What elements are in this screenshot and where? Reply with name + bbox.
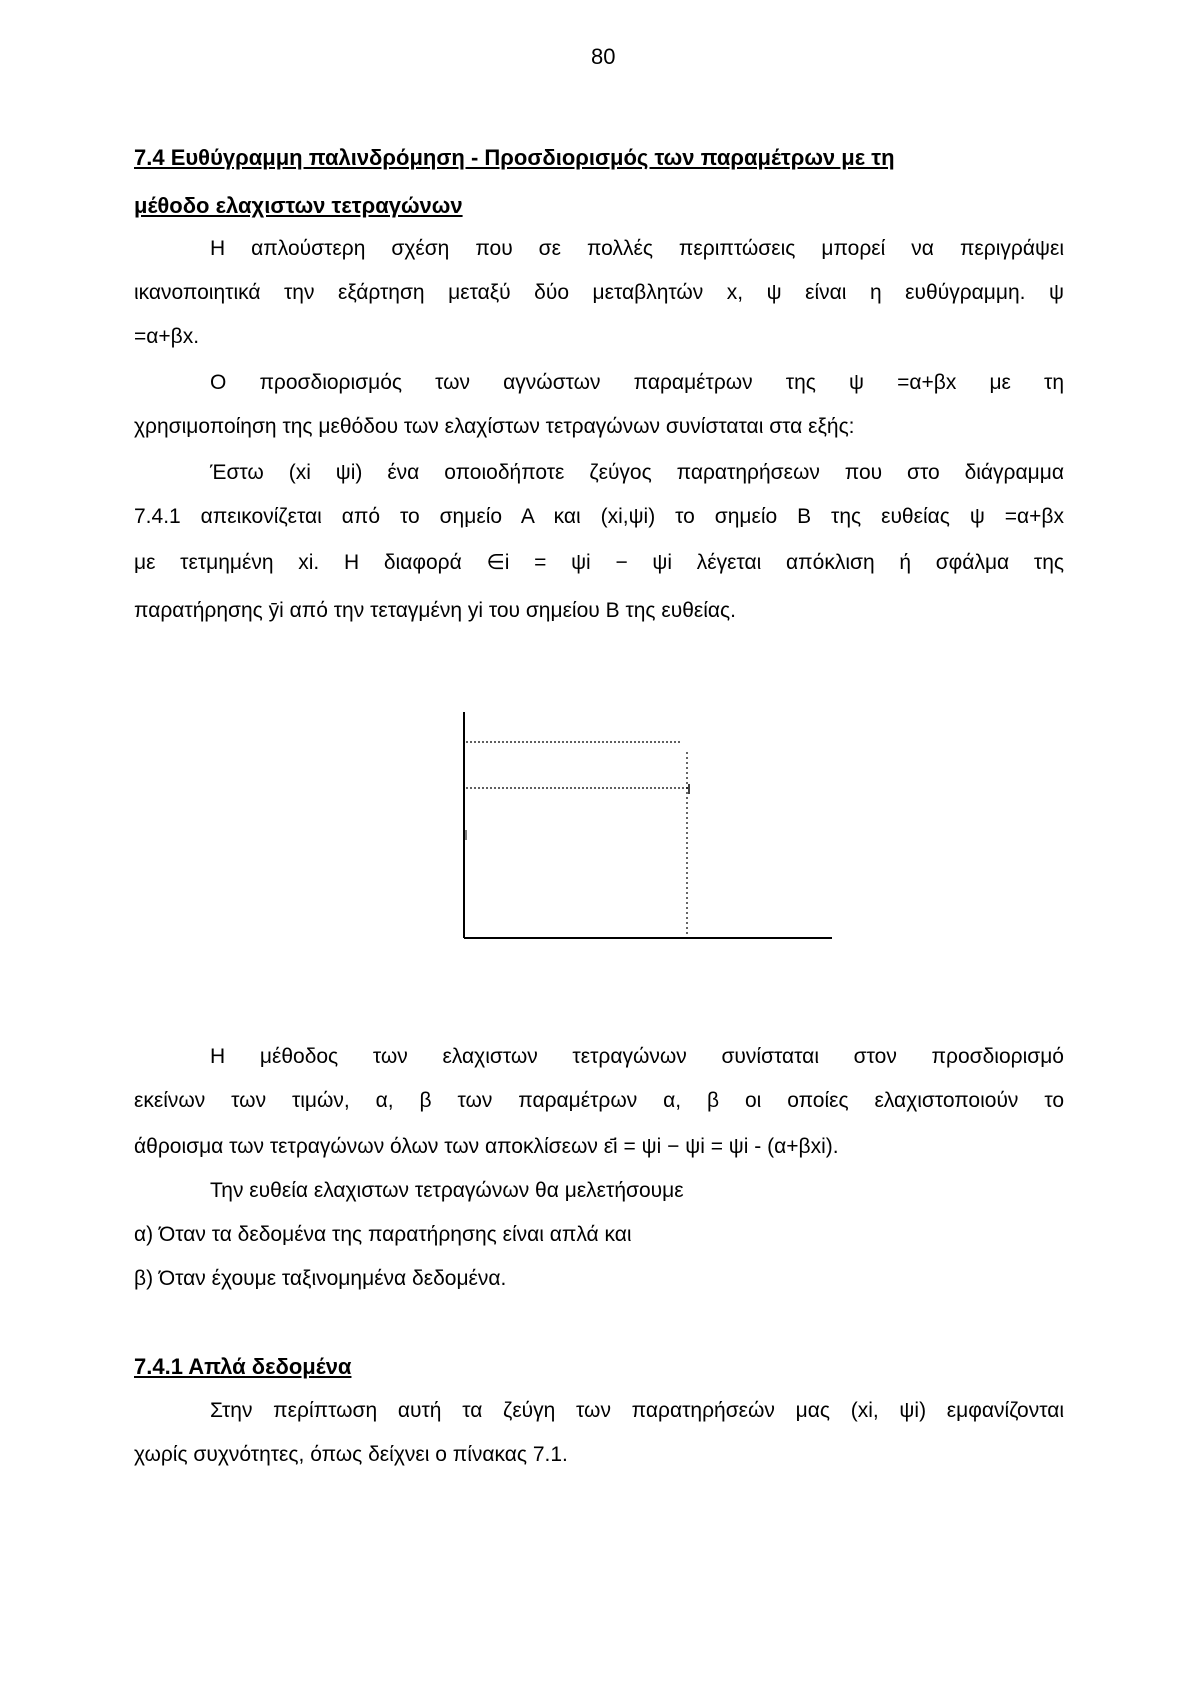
section-heading-line-1: 7.4 Ευθύγραμμη παλινδρόμηση - Προσδιορισμός των παραμέτρων με τη — [134, 145, 895, 170]
page-number: 80 — [591, 44, 616, 69]
paragraph-4-line-3: άθροισμα των τετραγώνων όλων των αποκλίσεων ε̄i = ψi − ψi = ψi - (α+βxi). — [134, 1135, 839, 1158]
paragraph-2-line-1: Ο προσδιορισμός των αγνώστων παραμέτρων της ψ =α+βx με τη — [210, 371, 1064, 394]
paragraph-3-line-4: παρατήρησης ȳi από την τεταγμένη yi του σημείου Β της ευθείας. — [134, 599, 737, 622]
paragraph-5-line-1: Την ευθεία ελαχιστων τετραγώνων θα μελετήσουμε — [210, 1179, 684, 1202]
paragraph-3-line-1: Έστω (xi ψi) ένα οποιοδήποτε ζεύγος παρατηρήσεων που στο διάγραμμα — [210, 461, 1064, 484]
paragraph-6-line-2: χωρίς συχνότητες, όπως δείχνει ο πίνακας 7.1. — [134, 1443, 568, 1466]
paragraph-4-line-2: εκείνων των τιμών, α, β των παραμέτρων α, β οι οποίες ελαχιστοποιούν το — [134, 1089, 1064, 1112]
paragraph-6-line-1: Στην περίπτωση αυτή τα ζεύγη των παρατηρήσεών μας (xi, ψi) εμφανίζονται — [210, 1399, 1064, 1422]
subsection-heading: 7.4.1 Απλά δεδομένα — [134, 1354, 352, 1379]
regression-diagram — [462, 712, 832, 940]
paragraph-1-line-3: =α+βx. — [134, 325, 200, 348]
paragraph-1-line-1: Η απλούστερη σχέση που σε πολλές περιπτώσεις μπορεί να περιγράψει — [210, 237, 1064, 260]
paragraph-2-line-2: χρησιμοποίηση της μεθόδου των ελαχίστων τετραγώνων συνίσταται στα εξής: — [134, 415, 855, 438]
paragraph-3-line-2: 7.4.1 απεικονίζεται από το σημείο Α και (xi,ψi) το σημείο Β της ευθείας ψ =α+βx — [134, 505, 1064, 528]
paragraph-4-line-1: Η μέθοδος των ελαχιστων τετραγώνων συνίσταται στον προσδιορισμό — [210, 1045, 1064, 1068]
section-heading-line-2: μέθοδο ελαχιστων τετραγώνων — [134, 193, 463, 218]
paragraph-3-line-3: με τετμημένη xi. Η διαφορά ∈i = ψi − ψi λέγεται απόκλιση ή σφάλμα της — [134, 551, 1064, 574]
paragraph-5-line-2: α) Όταν τα δεδομένα της παρατήρησης είναι απλά και — [134, 1223, 632, 1246]
paragraph-5-line-3: β) Όταν έχουμε ταξινομημένα δεδομένα. — [134, 1267, 507, 1290]
paragraph-1-line-2: ικανοποιητικά την εξάρτηση μεταξύ δύο μεταβλητών x, ψ είναι η ευθύγραμμη. ψ — [134, 281, 1064, 304]
